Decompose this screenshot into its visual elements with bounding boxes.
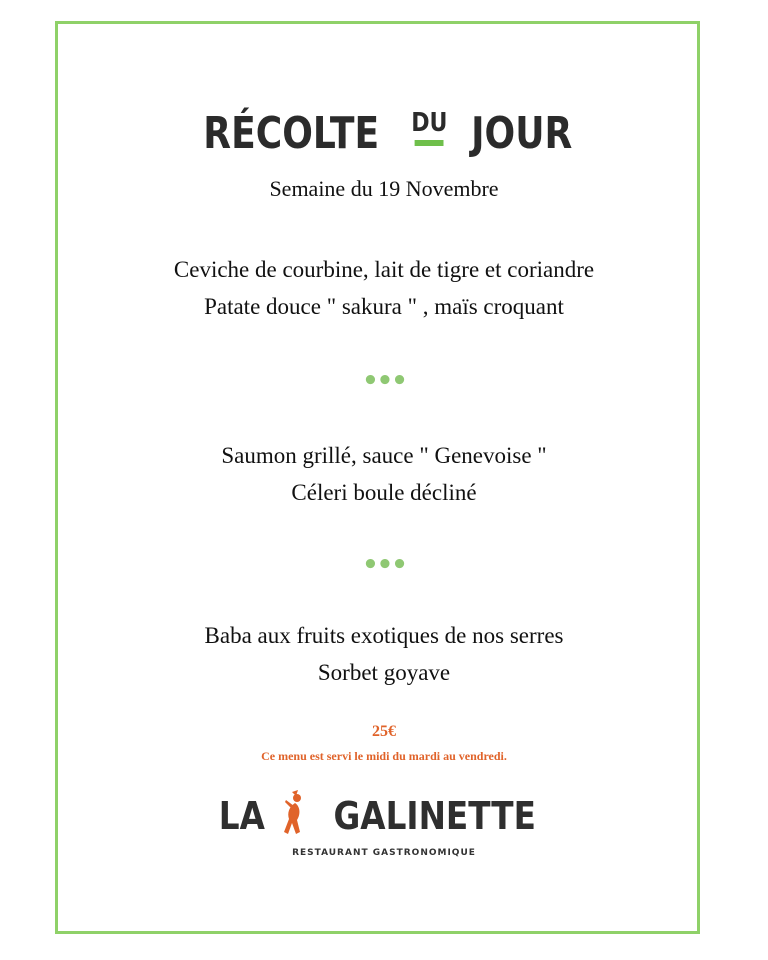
recolte-du-jour-logo [0,104,768,164]
logo-du-text: DU [411,108,448,138]
logo-word-la: LA [219,794,266,838]
logo-word-galinette: GALINETTE [333,794,537,838]
restaurant-tagline: RESTAURANT GASTRONOMIQUE [292,848,476,858]
la-galinette-logo [0,788,768,844]
dessert-line-1: Baba aux fruits exotiques de nos serres [204,623,564,648]
main-line-1: Saumon grillé, sauce " Genevoise " [221,443,547,468]
main-line-2: Céleri boule décliné [291,480,477,505]
dessert-line-2: Sorbet goyave [317,660,451,685]
runner-icon [280,788,306,844]
logo-word-jour: JOUR [471,108,573,159]
separator-dots: ••• [362,550,406,580]
starter-line-2: Patate douce " sakura " , maïs croquant [204,294,564,319]
price: 25€ [372,723,396,740]
logo-word-recolte: RÉCOLTE [203,108,380,159]
separator-dots: ••• [362,366,406,396]
logo-du-underline [415,140,444,146]
service-note: Ce menu est servi le midi du mardi au vendredi. [261,749,507,763]
starter-line-1: Ceviche de courbine, lait de tigre et coriandre [173,257,595,282]
week-label: Semaine du 19 Novembre [269,176,499,201]
logo-du [411,108,447,146]
